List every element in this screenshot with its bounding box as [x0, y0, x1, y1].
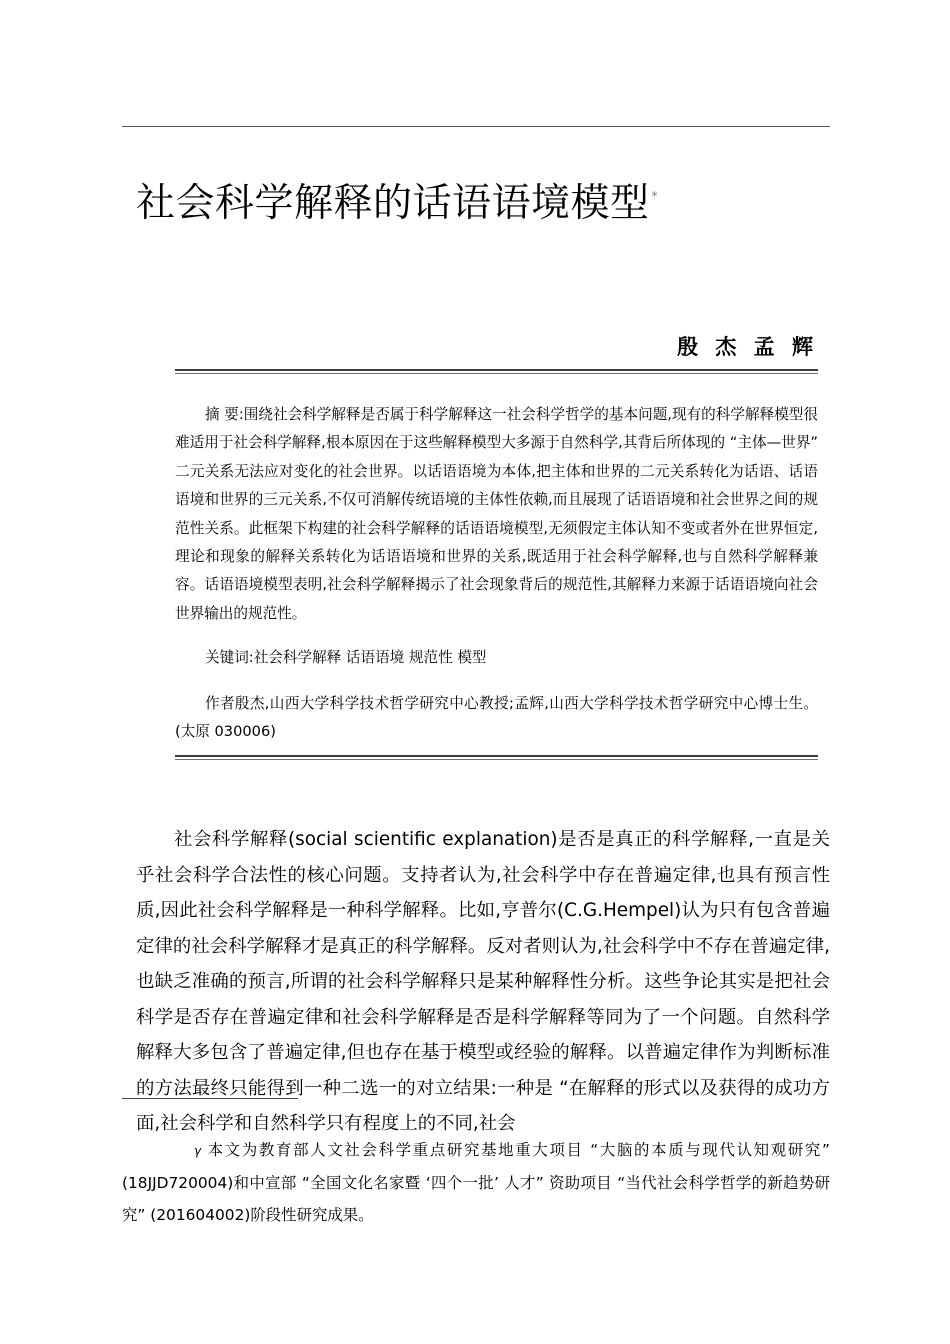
page-title-text: 社会科学解释的话语语境模型 [136, 181, 650, 227]
abstract-text: 摘 要:围绕社会科学解释是否属于科学解释这一社会科学哲学的基本问题,现有的科学解释模型很难适用于社会科学解释,根本原因在于这些解释模型大多源于自然科学,其背后所体现的 “主体—世界” 二元关系无法应对变化的社会世界。以话语语境为本体,把主体和世界的二元关系转化为话语、话语语境和世界的三元关系,不仅可消解传统语境的主体性依赖,而且展现了话语语境和社会世界之间的规范性关系。此框架下构建的社会科学解释的话语语境模型,无须假定主体认知不变或者外在世界恒定,理论和现象的解释关系转化为话语语境和世界的关系,既适用于社会科学解释,也与自然科学解释兼容。话语语境模型表明,社会科学解释揭示了社会现象背后的规范性,其解释力来源于话语语境向社会世界输出的规范性。 [175, 406, 818, 622]
abstract-bottom-rule [175, 755, 818, 760]
keywords-text: 关键词:社会科学解释 话语语境 规范性 模型 [205, 649, 487, 667]
footnote-text [122, 1134, 830, 1231]
abstract-block [175, 401, 818, 673]
title-footnote-marker: * [651, 189, 659, 204]
abstract-top-rule [175, 369, 818, 374]
author-affiliation: 作者殷杰,山西大学科学技术哲学研究中心教授;孟辉,山西大学科学技术哲学研究中心博士生。(太原 030006) [175, 695, 818, 741]
author-names: 殷 杰 孟 辉 [677, 335, 818, 359]
footnote-separator-rule [122, 1098, 298, 1099]
footnote-marker: γ [194, 1144, 202, 1158]
footnote-body: 本文为教育部人文社会科学重点研究基地重大项目 “大脑的本质与现代认知观研究” (18JJD720004)和中宣部 “全国文化名家暨 ‘四个一批’ 人才” 资助项目 “当代社会科学哲学的新趋势研究” (201604002)阶段性研究成果。 [122, 1141, 830, 1224]
header-rule [122, 126, 830, 127]
body-paragraph-1: 社会科学解释(social scientific explanation)是否是真正的科学解释,一直是关乎社会科学合法性的核心问题。支持者认为,社会科学中存在普遍定律,也具有预言性质,因此社会科学解释是一种科学解释。比如,亨普尔(C.G.Hempel)认为只有包含普遍定律的社会科学解释才是真正的科学解释。反对者则认为,社会科学中不存在普遍定律,也缺乏准确的预言,所谓的社会科学解释只是某种解释性分析。这些争论其实是把社会科学是否存在普遍定律和社会科学解释是否是科学解释等同为了一个问题。自然科学解释大多包含了普遍定律,但也存在基于模型或经验的解释。以普遍定律作为判断标准的方法最终只能得到一种二选一的对立结果:一种是 “在解释的形式以及获得的成功方面,社会科学和自然科学只有程度上的不同,社会 [136, 829, 830, 1134]
page-title [136, 172, 659, 230]
